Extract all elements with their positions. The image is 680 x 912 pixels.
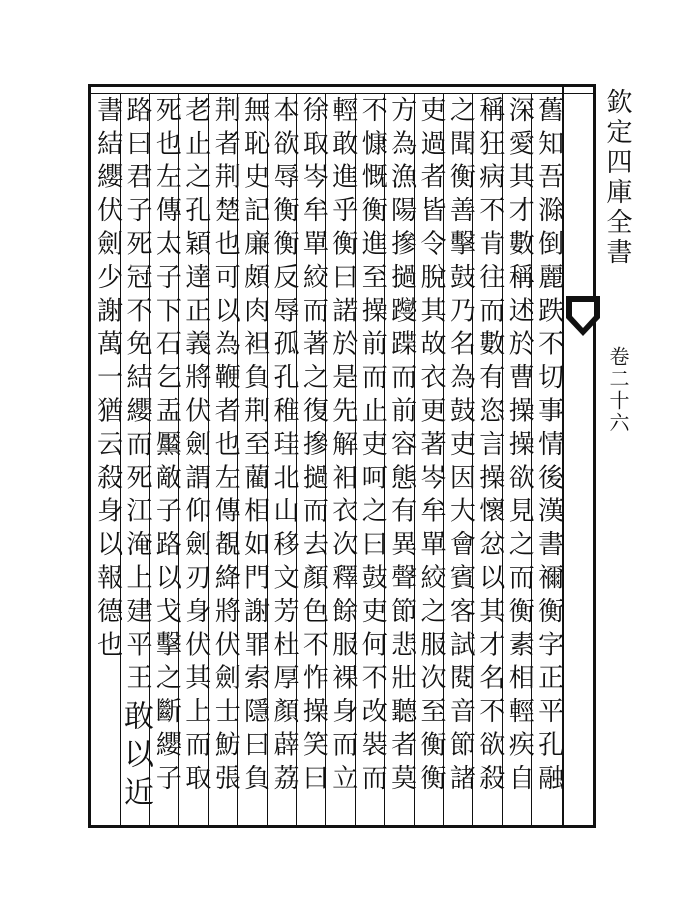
text-column: 老止之孔穎達正義將伏劍謂仰劍刃身伏其上而取 xyxy=(180,96,211,798)
text-column: 書結纓伏劍少謝萬一猶云殺身以報德也 xyxy=(92,96,123,664)
text-column: 吏過者皆令脫其故衣更著岑牟單絞之服次至衡衡 xyxy=(416,96,446,798)
text-column: 路曰君子死冠不免結纓而死江淹上建平王 xyxy=(122,96,152,698)
juan-number: 卷二十六 xyxy=(606,346,630,434)
text-column: 舊知吾滁倒麗跌不切事情後漢書禰衡字正平孔融 xyxy=(533,96,564,798)
text-column: 輕敢進乎衡曰諾於是先解衵衣次釋餘服裸身而立 xyxy=(327,96,358,798)
text-column: 荆者荆楚也可以為鞭者也左傳覩絳將伏劍士魴張 xyxy=(210,96,241,798)
text-column: 死也左傳太子下石乞盂黶敵子路以戈擊之斷纓子 xyxy=(151,96,182,798)
text-column: 不慷慨衡進至操前而止吏呵之曰鼓吏何不改裝而 xyxy=(357,96,388,798)
text-column: 本欲辱衡衡反辱孤孔稚珪北山移文芳杜厚顏薜荔 xyxy=(269,96,299,798)
text-column: 之聞衡善擊鼓乃名為鼓吏因大會賓客試閱音節諸 xyxy=(445,96,476,798)
text-column: 徐取岑牟單絞而著之復摻撾而去顏色不怍操笑曰 xyxy=(298,96,329,798)
center-strip xyxy=(562,84,598,828)
tail-text: 敢以近 xyxy=(118,700,153,814)
text-column: 稱狂病不肯往而數有恣言操懷忿以其才名不欲殺 xyxy=(474,96,505,798)
fish-tail-mark xyxy=(566,296,600,336)
text-column: 深愛其才數稱述於曹操操欲見之而衡素相輕疾自 xyxy=(504,96,535,798)
text-column: 無恥史記廉頗肉袒負荆至藺相如門謝罪索隱曰負 xyxy=(239,96,270,798)
text-column: 方為漁陽摻撾躞蹀而前容態有異聲節悲壯聽者莫 xyxy=(386,96,417,798)
frame-inner-rule xyxy=(88,93,596,94)
book-title: 欽定四庫全書 xyxy=(602,88,632,268)
